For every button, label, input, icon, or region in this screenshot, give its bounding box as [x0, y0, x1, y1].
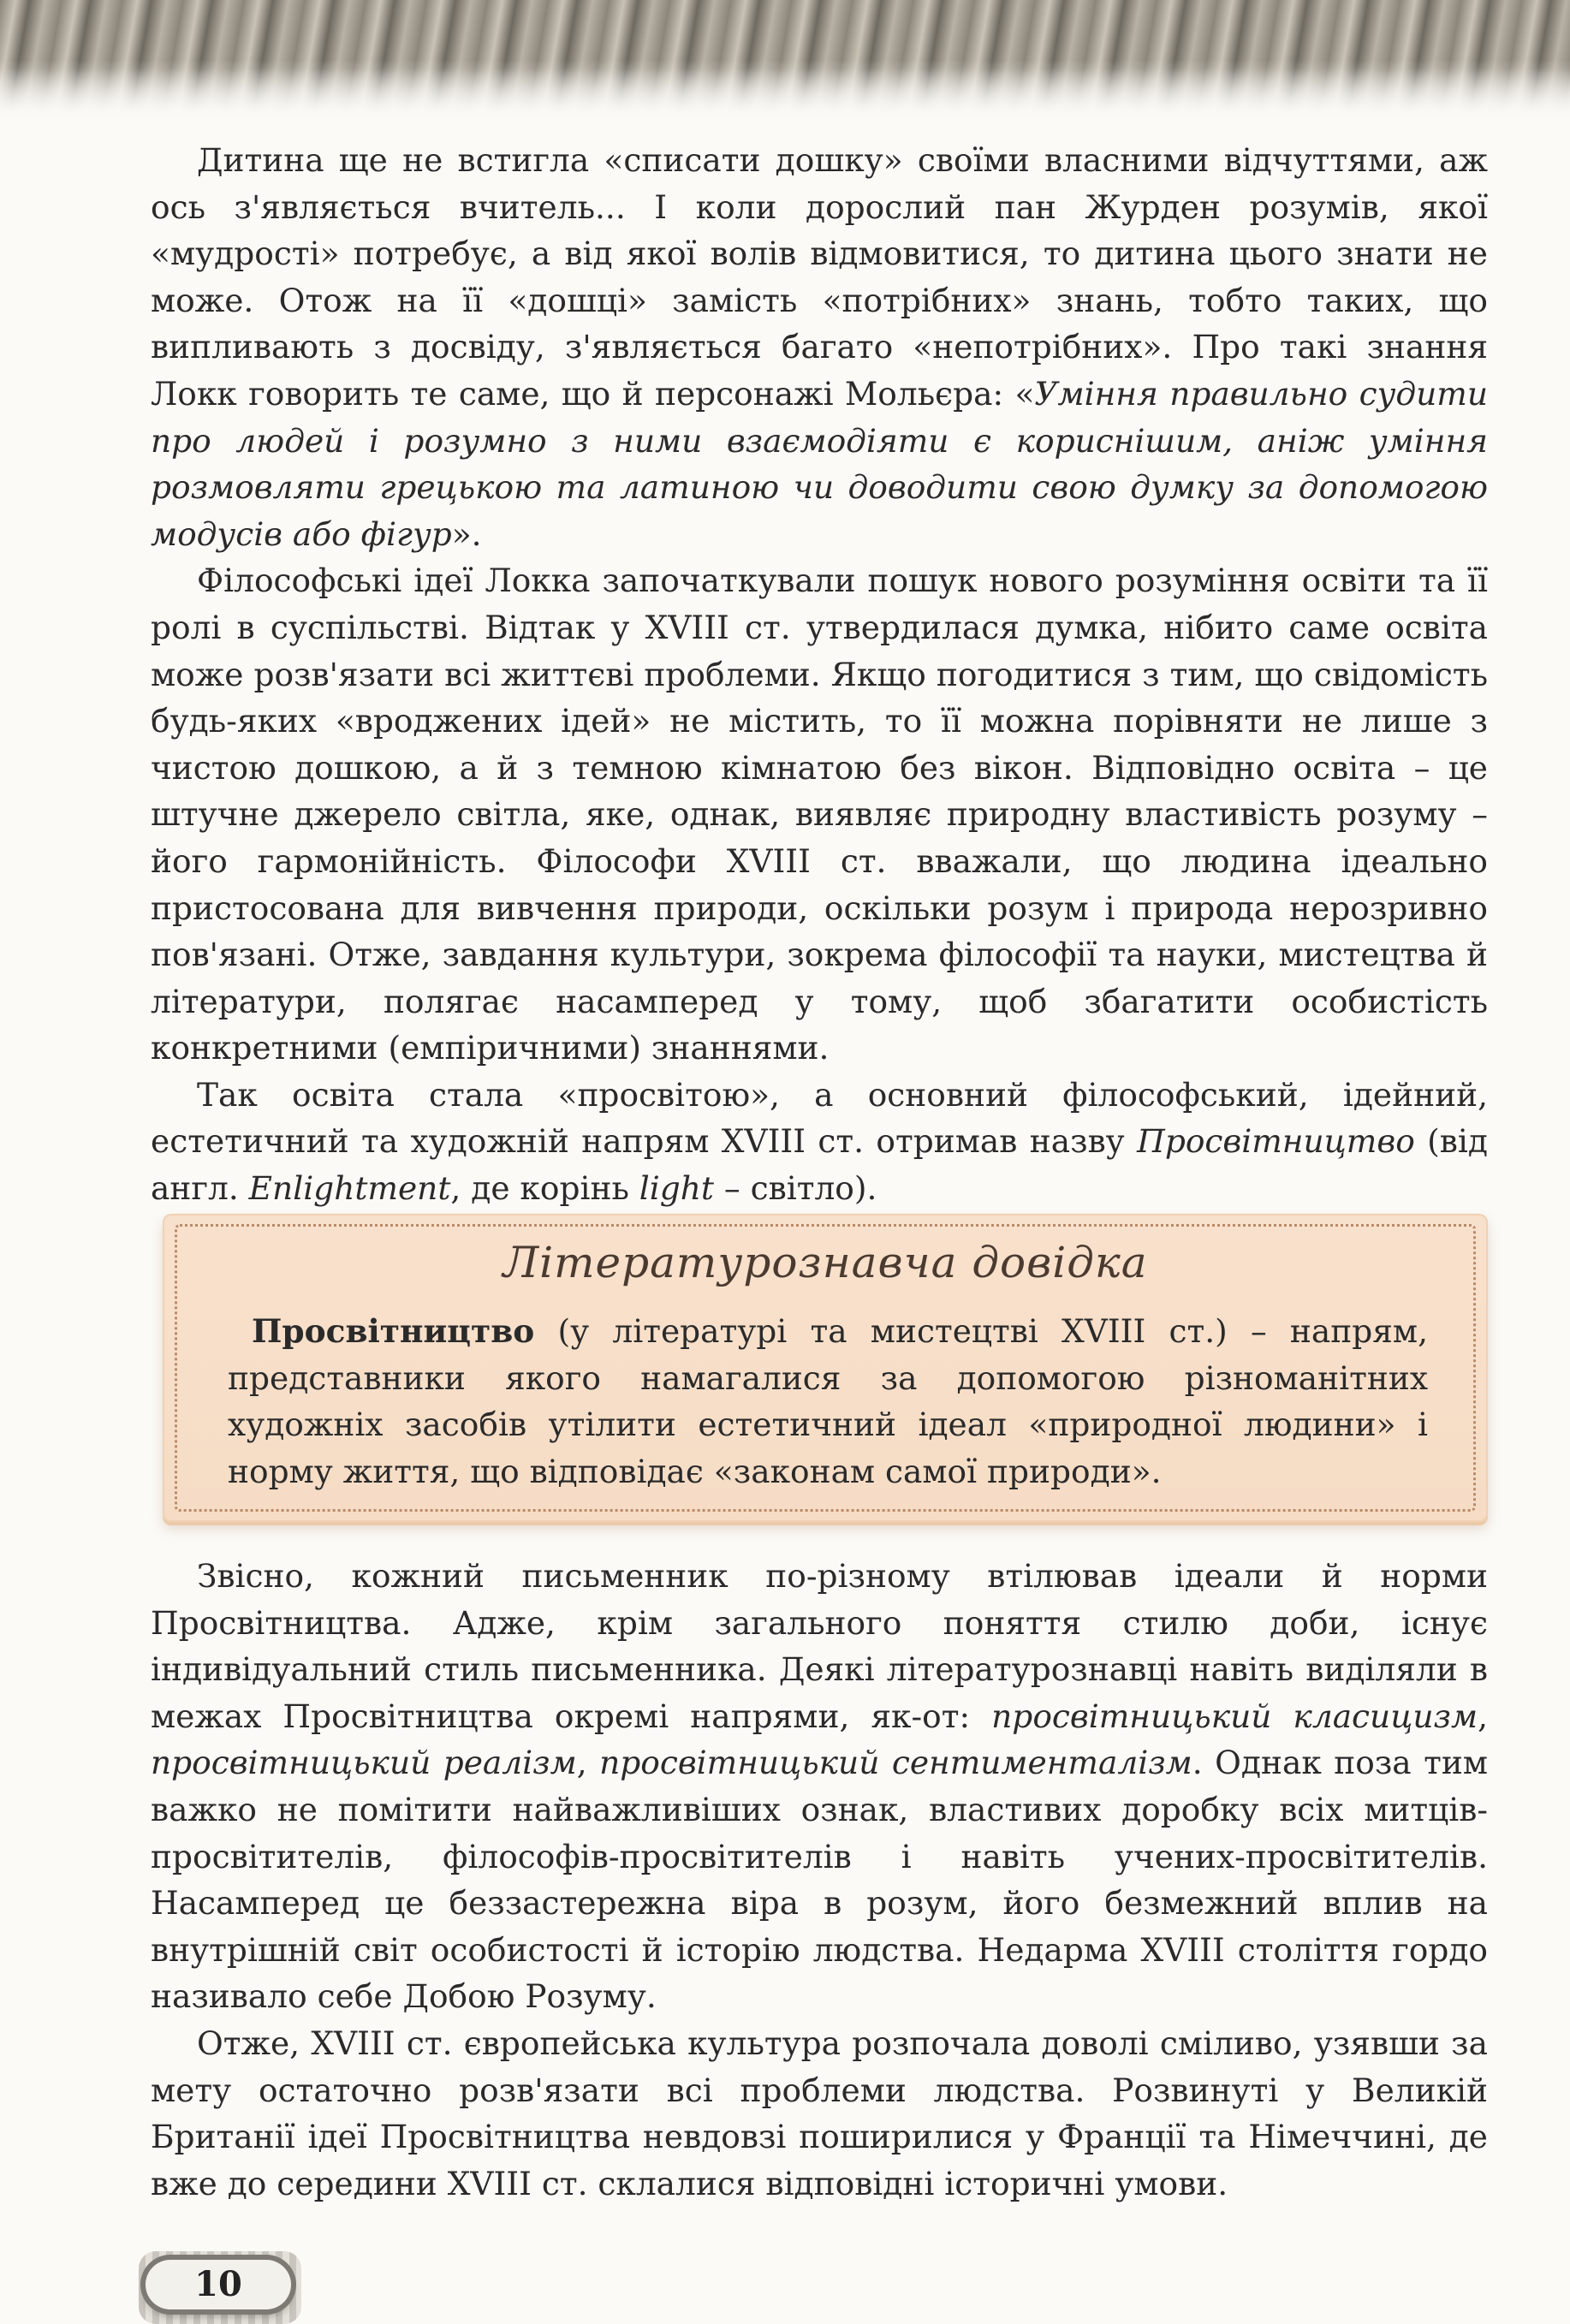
paragraph-2: Філософські ідеї Локка започаткували пошук нового розуміння освіти та її ролі в суспільстві. Відтак у XVIII ст. утвердилася думка, нібито саме освіта може розв'язати всі життєві проблеми. Якщо погодитися з тим, що свідомість будь-яких «вроджених ідей» не містить, то її можна порівняти не лише з чистою дошкою, а й з темною кімнатою без вікон. Відповідно освіта – це штучне джерело світла, яке, однак, виявляє природну властивість розуму – його гармонійність. Філософи XVIII ст. вважали, що людина ідеально пристосована для вивчення природи, оскільки розум і природа нерозривно пов'язані. Отже, завдання культури, зокрема філософії та науки, мистецтва й літератури, полягає насамперед у тому, щоб збагатити особистість конкретними (емпіричними) знаннями. — [151, 562, 1488, 1067]
reference-term: Просвітництво — [252, 1312, 535, 1350]
paragraph-4: Звісно, кожний письменник по-різному втілював ідеали й норми Просвітництва. Адже, крім загального поняття стилю доби, існує індивідуальний стиль письменника. Деякі літературознавці навіть виділяли в межах Просвітництва окремі напрями, як-от: просвітницький класицизм, просвітницький реалізм, просвітницький сентименталізм. Однак поза тим важко не помітити найважливіших ознак, властивих доробку всіх митців-просвітителів, філософів-просвітителів і навіть учених-просвітителів. Насамперед це беззастережна віра в розум, його безмежний вплив на внутрішній світ особистості й історію людства. Недарма XVIII століття гордо називало себе Добою Розуму. — [151, 1557, 1489, 2016]
reference-text — [228, 1308, 1428, 1495]
header-decoration — [0, 0, 1570, 120]
body-text — [151, 1553, 1488, 2207]
page-number: 10 — [146, 2260, 291, 2309]
paragraph-3: Так освіта стала «просвітою», а основний філософський, ідейний, естетичний та художній напрям XVIII ст. отримав назву Просвітництво (від англ. Enlightment, де корінь light – світло). — [151, 1075, 1488, 1208]
paragraph-5: Отже, XVIII ст. європейська культура розпочала доволі сміливо, узявши за мету остаточно розв'язати всі проблеми людства. Розвинуті у Великій Британії ідеї Просвітництва невдовзі поширилися у Франції та Німеччині, де вже до середини XVIII ст. склалися відповідні історичні умови. — [151, 2024, 1488, 2202]
term-enlightenment: Просвітництво — [1137, 1122, 1415, 1161]
intro-text — [151, 137, 1488, 1212]
locke-quote: Уміння правильно судити про людей і розумно з ними взаємодіяти є кориснішим, аніж уміння розмовляти грецькою та латиною чи доводити свою думку за допомогою модусів або фігур — [151, 374, 1488, 553]
reference-title: Літературознавча довідка — [503, 1238, 1148, 1287]
reference-definition: (у літературі та мистецтві XVIII ст.) – напрям, представники якого намагалися за допомогою різноманітних художніх засобів утілити естетичний ідеал «природної людини» і норму життя, що відповідає «законам самої природи». — [228, 1312, 1428, 1490]
paragraph-1: Дитина ще не встигла «списати дошку» своїми власними відчуттями, аж ось з'являється вчитель... І коли дорослий пан Журден розумів, якої «мудрості» потребує, а від якої волів відмовитися, то дитина цього знати не може. Отож на її «дошці» замість «потрібних» знань, тобто таких, що випливають з досвіду, з'являється багато «непотрібних». Про такі знання Локк говорить те саме, що й персонажі Мольєра: «Уміння правильно судити про людей і розумно з ними взаємодіяти є кориснішим, аніж уміння розмовляти грецькою та латиною чи доводити свою думку за допомогою модусів або фігур». — [151, 141, 1488, 553]
reference-box — [163, 1214, 1488, 1522]
